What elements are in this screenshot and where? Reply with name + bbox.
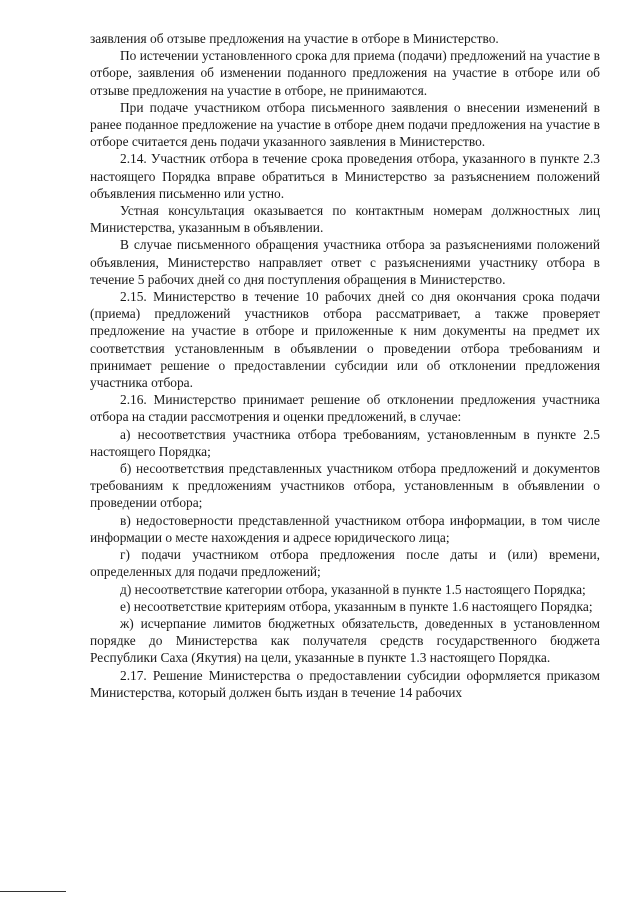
list-item-d: д) несоответствие категории отбора, указанной в пункте 1.5 настоящего Порядка; [120, 581, 586, 597]
paragraph-2-17: 2.17. Решение Министерства о предоставлении субсидии оформляется приказом Министерства, который должен быть издан в течение 14 рабочих [90, 667, 600, 700]
paragraph-continuation: заявления об отзыве предложения на участие в отборе в Министерство. [90, 31, 499, 46]
paragraph-deadline: По истечении установленного срока для приема (подачи) предложений на участие в отборе, заявления об изменении поданного предложения на участие в отборе или об отзыве предложения на участие в отборе, не принимаются. [90, 48, 600, 98]
paragraph-oral-consultation: Устная консультация оказывается по контактным номерам должностных лиц Министерства, указанным в объявлении. [90, 203, 600, 236]
list-item-a: а) несоответствия участника отбора требованиям, установленным в пункте 2.5 настоящего Порядка; [90, 426, 600, 459]
footer-rule [0, 891, 66, 892]
list-item-zh: ж) исчерпание лимитов бюджетных обязательств, доведенных в установленном порядке до Министерства как получателя средств государственного бюджета Республики Саха (Якутия) на цели, указанные в пункте 1.3 настоящего Порядка. [90, 615, 600, 666]
list-item-g: г) подачи участником отбора предложения после даты и (или) времени, определенных для подачи предложений; [90, 547, 600, 580]
paragraph-2-15: 2.15. Министерство в течение 10 рабочих дней со дня окончания срока подачи (приема) предложений участников отбора рассматривает, а также проверяет предложение на участие в отборе и приложенные к ним документы на предмет их соответствия установленным в объявлении о проведении отбора требованиям и принимает решение о предоставлении субсидии или об отклонении предложения участника отбора. [90, 289, 600, 391]
paragraph-written-request: В случае письменного обращения участника отбора за разъяснениями положений объявления, Министерство направляет ответ с разъяснениями участнику отбора в течение 5 рабочих дней со дня поступления обращения в Министерство. [90, 237, 600, 287]
paragraph-2-16: 2.16. Министерство принимает решение об отклонении предложения участника отбора на стадии рассмотрения и оценки предложений, в случае: [90, 392, 600, 425]
list-item-v: в) недостоверности представленной участником отбора информации, в том числе информации о месте нахождения и адресе юридического лица; [90, 512, 600, 545]
list-item-e: е) несоответствие критериям отбора, указанным в пункте 1.6 настоящего Порядка; [120, 598, 593, 614]
paragraph-2-14: 2.14. Участник отбора в течение срока проведения отбора, указанного в пункте 2.3 настоящего Порядка вправе обратиться в Министерство за разъяснением положений объявления письменно или устно. [90, 151, 600, 201]
list-item-b: б) несоответствия представленных участником отбора предложений и документов требованиям к предложениям участников отбора, установленным в объявлении о проведении отбора; [90, 461, 600, 511]
paragraph-amendment: При подаче участником отбора письменного заявления о внесении изменений в ранее поданное предложение на участие в отборе днем подачи предложения на участие в отборе считается день подачи указанного заявления в Министерство. [90, 99, 600, 150]
